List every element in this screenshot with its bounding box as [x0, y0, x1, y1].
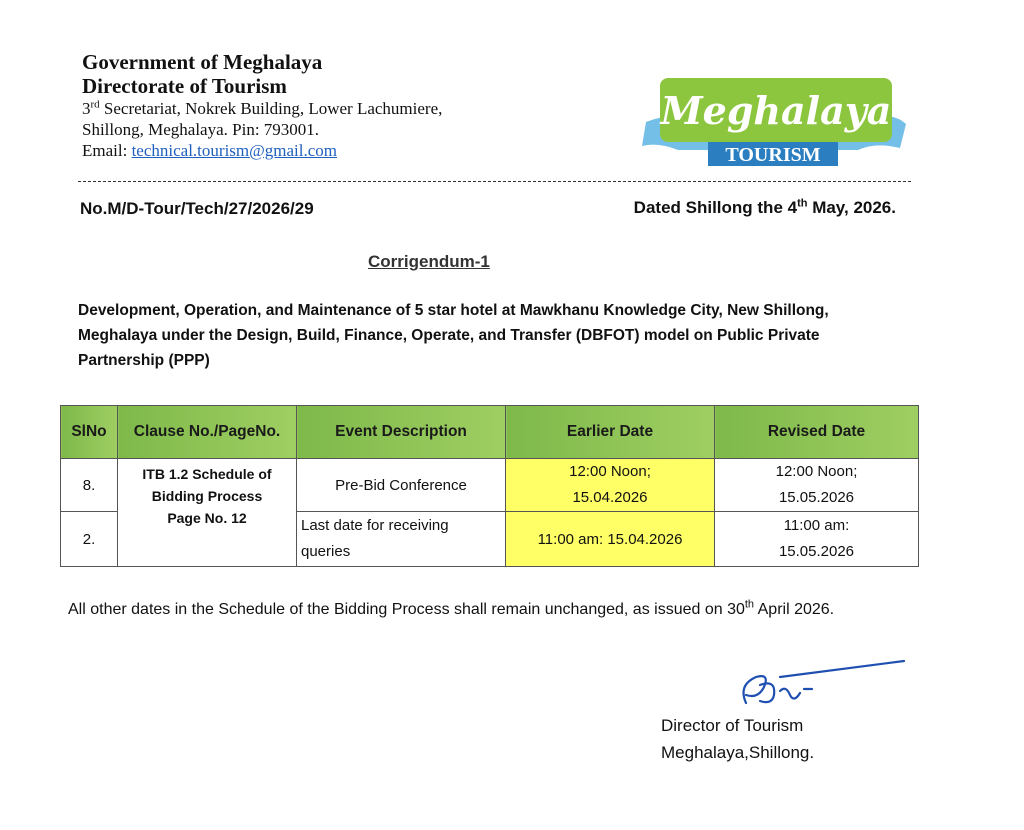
- address-ordinal: rd: [90, 98, 100, 111]
- meghalaya-tourism-logo: [638, 72, 910, 172]
- address-text: Secretariat, Nokrek Building, Lower Lachumiere,: [99, 99, 443, 118]
- signature-icon: [720, 655, 920, 715]
- address-line-1: [82, 98, 642, 119]
- row2-sl: 2.: [61, 512, 118, 567]
- table-header-row: [61, 406, 919, 459]
- directorate-title: Directorate of Tourism: [82, 74, 287, 98]
- closing-note: [68, 597, 888, 622]
- row2-event-line1: Last date for receiving: [301, 517, 449, 534]
- row1-sl: 8.: [61, 459, 118, 512]
- row1-event: Pre-Bid Conference: [297, 459, 506, 512]
- header-sl: [61, 406, 118, 459]
- note-text: All other dates in the Schedule of the Bidding Process shall remain unchanged, as issued on 30: [68, 601, 745, 618]
- header-revised-date: Revised Date: [715, 406, 919, 459]
- row1-revised-date: [715, 459, 919, 512]
- row2-event: [297, 512, 506, 567]
- row2-revised-day: 15.05.2026: [778, 543, 855, 560]
- document-heading: Corrigendum-1: [368, 252, 490, 271]
- note-date: April 2026.: [754, 601, 835, 618]
- row1-revised-day: 15.05.2026: [778, 489, 855, 506]
- header-earlier-date: Earlier Date: [506, 406, 715, 459]
- schedule-table: [60, 405, 919, 567]
- row1-earlier-date: [506, 459, 715, 512]
- clause-line1: ITB 1.2 Schedule of: [142, 466, 272, 482]
- signatory-block: [661, 712, 814, 766]
- row1-earlier-time: 12:00 Noon;: [569, 463, 651, 480]
- clause-line3: Page No. 12: [167, 510, 247, 526]
- dashed-divider: [78, 181, 911, 182]
- header-clause: [118, 406, 297, 459]
- row1-revised-time: 12:00 Noon;: [775, 463, 858, 480]
- row2-event-line2: queries: [301, 543, 351, 560]
- email-label: Email:: [82, 141, 132, 160]
- row2-revised-date: [715, 512, 919, 567]
- email-link[interactable]: technical.tourism@gmail.com: [131, 141, 338, 160]
- clause-cell: [118, 459, 297, 567]
- reference-number: No.M/D-Tour/Tech/27/2026/29: [80, 199, 314, 218]
- dated-text: Dated Shillong the 4: [633, 198, 798, 217]
- clause-line2: Bidding Process: [151, 488, 263, 504]
- row1-earlier-day: 15.04.2026: [572, 489, 648, 506]
- note-ordinal: th: [744, 598, 755, 611]
- dated-line: [634, 198, 896, 218]
- address-line-2: Shillong, Meghalaya. Pin: 793001.: [82, 120, 320, 139]
- dated-month-year: May, 2026.: [807, 198, 896, 217]
- letterhead: [82, 50, 642, 161]
- row2-earlier-date: 11:00 am: 15.04.2026: [506, 512, 715, 567]
- header-sl-line2: No: [85, 423, 107, 440]
- header-clause-line2: No.: [255, 423, 281, 440]
- logo-wordmark: Meghalaya: [660, 88, 892, 133]
- subject-paragraph: Development, Operation, and Maintenance of 5 star hotel at Mawkhanu Knowledge City, New Shillong, Meghalaya under the Design, Build, Finance, Operate, and Transfer (DBFOT) model on Public Private Partnership (PPP): [78, 302, 829, 369]
- header-clause-line1: Clause No./Page: [133, 423, 256, 440]
- signatory-office: Meghalaya,Shillong.: [661, 743, 815, 762]
- header-event: Event Description: [297, 406, 506, 459]
- dated-ordinal: th: [797, 197, 808, 210]
- signatory-title: Director of Tourism: [661, 716, 804, 735]
- government-title: Government of Meghalaya: [82, 50, 323, 74]
- email-line: [82, 140, 642, 161]
- table-row: [61, 459, 919, 512]
- logo-subtitle: TOURISM: [725, 144, 821, 166]
- header-sl-line1: Sl: [71, 423, 86, 440]
- address-number: 3: [82, 99, 91, 118]
- row2-revised-time: 11:00 am:: [783, 517, 850, 534]
